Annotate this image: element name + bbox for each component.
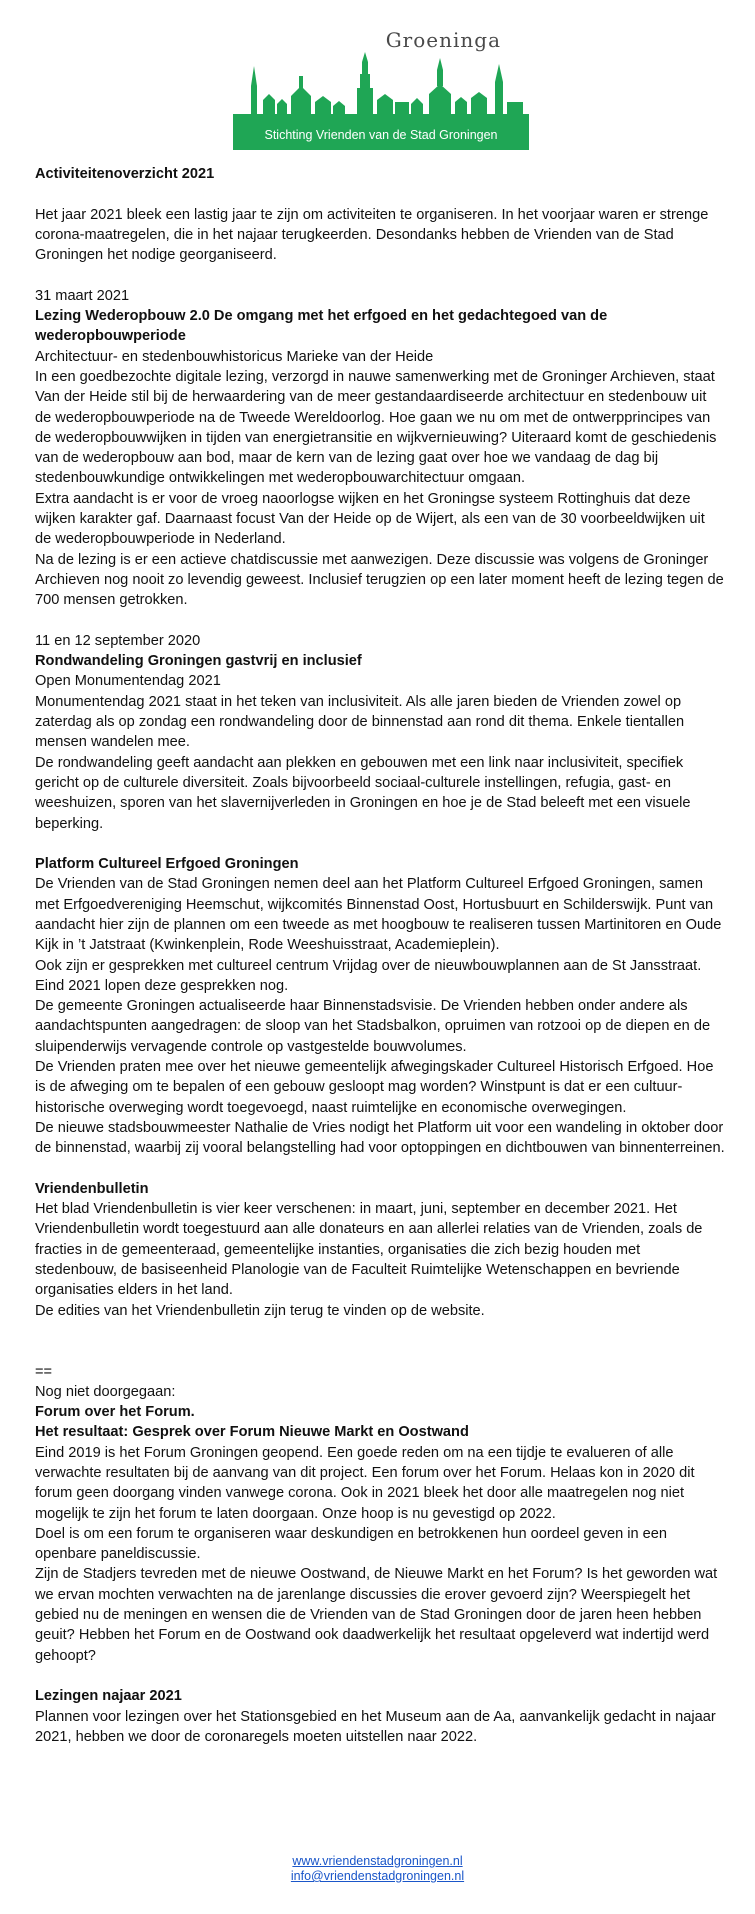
paragraph: De Vrienden van de Stad Groningen nemen deel aan het Platform Cultureel Erfgoed Groningen, samen met Erfgoedvereniging Heemschut, wijkcomités Binnenstad Oost, Hortusbuurt en Schilderswijk. Punt van aandacht hier zijn de plannen om een tweede as met hoogbouw te realiseren tussen Martinitoren en Oude Kijk in ’t Jatstraat (Kwinkenplein, Rode Weeshuisstraat, Academieplein). xyxy=(35,876,722,954)
paragraph: Het blad Vriendenbulletin is vier keer verschenen: in maart, juni, september en december 2021. Het Vriendenbulletin wordt toegestuurd aan alle donateurs en aan allerlei relaties van de Vrienden, zoals de fracties in de gemeenteraad, gemeentelijke instanties, organisaties die zich bezig houden met stedenbouw, de basiseenheid Planologie van de Faculteit Ruimtelijke Wetenschappen en bevriende organisaties elders in het land. xyxy=(35,1201,703,1299)
paragraph: Na de lezing is er een actieve chatdiscussie met aanwezigen. Deze discussie was volgens de Groninger Archieven nog nooit zo levendig geweest. Inclusief terugzien op een later moment heeft de lezing tegen de 700 mensen getrokken. xyxy=(35,551,724,609)
section-date: 11 en 12 september 2020 xyxy=(35,632,201,649)
email-link[interactable]: info@vriendenstadgroningen.nl xyxy=(290,1869,465,1883)
section-title: Platform Cultureel Erfgoed Groningen xyxy=(35,856,299,873)
section-title: Het resultaat: Gesprek over Forum Nieuwe Markt en Oostwand xyxy=(35,1424,469,1441)
paragraph: In een goedbezochte digitale lezing, verzorgd in nauwe samenwerking met de Groninger Archieven, staat Van der Heide stil bij de herwaardering van de meer gestandaardiseerde architectuur en stedenbouw uit de wederopbouwperiode na de Tweede Wereldoorlog. Hoe gaan we nu om met de ontwerpprincipes van de wederopbouwwijken in tijden van energietransitie en wijkvernieuwing? Uiteraard komt de geschiedenis van de wederopbouw aan bod, maar de kern van de lezing gaat over hoe we vandaag de dag bij stedenbouwkundige ontwikkelingen met wederopbouwarchitectuur omgaan. xyxy=(35,368,717,487)
paragraph: Plannen voor lezingen over het Stationsgebied en het Museum aan de Aa, aanvankelijk gedacht in najaar 2021, hebben we door de coronaregels moeten uitstellen naar 2022. xyxy=(35,1708,716,1745)
paragraph: Zijn de Stadjers tevreden met de nieuwe Oostwand, de Nieuwe Markt en het Forum? Is het geworden wat we ervan mochten verwachten na de jarenlange discussies die erover gevoerd zijn? Weerspiegelt het gebied nu de meningen en wensen die de Vrienden van de Stad Groningen door de jaren heen hebben geuit? Hebben het Forum en de Oostwand ook daadwerkelijk het resultaat opgeleverd wat indertijd werd gehoopt? xyxy=(35,1566,718,1664)
city-skyline-icon xyxy=(233,52,529,126)
section-date: 31 maart 2021 xyxy=(35,287,130,304)
document-body xyxy=(35,164,725,1747)
logo-subtitle: Stichting Vrienden van de Stad Groningen xyxy=(264,128,498,142)
section-title: Forum over het Forum. xyxy=(35,1404,195,1421)
section-prefix: Nog niet doorgegaan: xyxy=(35,1383,176,1400)
footer xyxy=(0,1854,755,1884)
section-subtitle: Architectuur- en stedenbouwhistoricus Marieke van der Heide xyxy=(35,348,434,365)
logo xyxy=(233,24,529,150)
logo-title: Groeninga xyxy=(385,28,501,52)
section-title: Vriendenbulletin xyxy=(35,1180,149,1197)
paragraph: De gemeente Groningen actualiseerde haar Binnenstadsvisie. De Vrienden hebben onder andere als aandachtspunten aangedragen: de sloop van het Stadsbalkon, opruimen van rotzooi op de diepen en de sluipenderwijs vervagende controle op vastgestelde bouwvolumes. xyxy=(35,998,711,1055)
intro-paragraph: Het jaar 2021 bleek een lastig jaar te zijn om activiteiten te organiseren. In het voorjaar waren er strenge corona-maatregelen, die in het najaar terugkeerden. Desondanks hebben de Vrienden van de Stad Groningen het nodige georganiseerd. xyxy=(35,206,709,264)
paragraph: De rondwandeling geeft aandacht aan plekken en gebouwen met een link naar inclusiviteit, specifiek gericht op de culturele diversiteit. Zoals bijvoorbeeld sociaal-culturele instellingen, refugia, gast- en weeshuizen, sporen van het slavernijverleden in Groningen en hoe je de Stad beleeft met een visuele beperking. xyxy=(35,754,691,832)
section-title: Lezing Wederopbouw 2.0 De omgang met het erfgoed en het gedachtegoed van de wederopbouwperiode xyxy=(35,308,608,345)
separator: == xyxy=(35,1363,53,1380)
paragraph: De edities van het Vriendenbulletin zijn terug te vinden op de website. xyxy=(35,1302,485,1319)
website-link[interactable]: www.vriendenstadgroningen.nl xyxy=(292,1854,463,1868)
paragraph: Ook zijn er gesprekken met cultureel centrum Vrijdag over de nieuwbouwplannen aan de St Jansstraat. Eind 2021 lopen deze gesprekken nog. xyxy=(35,957,702,994)
paragraph: Doel is om een forum te organiseren waar deskundigen en betrokkenen hun oordeel geven in een openbare paneldiscussie. xyxy=(35,1525,667,1563)
section-title: Rondwandeling Groningen gastvrij en inclusief xyxy=(35,653,362,670)
paragraph: Eind 2019 is het Forum Groningen geopend. Een goede reden om na een tijdje te evalueren of alle verwachte resultaten bij de aanvang van dit project. Een forum over het Forum. Helaas kon in 2020 dit forum geen doorgang vinden vanwege corona. Ook in 2021 bleek het door alle maatregelen nog niet mogelijk te zijn het forum te laten doorgaan. Onze hoop is nu gevestigd op 2022. xyxy=(35,1444,695,1522)
paragraph: Extra aandacht is er voor de vroeg naoorlogse wijken en het Groningse systeem Rottinghuis dat deze wijken karakter gaf. Daarnaast focust Van der Heide op de Wijert, als een van de 30 voorbeeldwijken uit de wederopbouwperiode in Nederland. xyxy=(35,490,705,548)
section-subtitle: Open Monumentendag 2021 xyxy=(35,673,221,690)
paragraph: Monumentendag 2021 staat in het teken van inclusiviteit. Als alle jaren bieden de Vrienden zowel op zaterdag als op zondag een rondwandeling door de binnenstad aan rond dit thema. Enkele tientallen mensen wandelen mee. xyxy=(35,693,685,751)
document-title: Activiteitenoverzicht 2021 xyxy=(35,166,215,182)
paragraph: De Vrienden praten mee over het nieuwe gemeentelijk afwegingskader Cultureel Historisch Erfgoed. Hoe is de afweging om te bepalen of een gebouw gesloopt mag worden? Winstpunt is dat er een cultuur-historische overweging wordt toegevoegd, naast ruimtelijke en economische overwegingen. xyxy=(35,1059,714,1116)
paragraph: De nieuwe stadsbouwmeester Nathalie de Vries nodigt het Platform uit voor een wandeling in oktober door de binnenstad, waarbij zij vooral belangstelling had voor optoppingen en dichtbouwen van binnenterreinen. xyxy=(35,1119,725,1157)
section-title: Lezingen najaar 2021 xyxy=(35,1688,182,1705)
